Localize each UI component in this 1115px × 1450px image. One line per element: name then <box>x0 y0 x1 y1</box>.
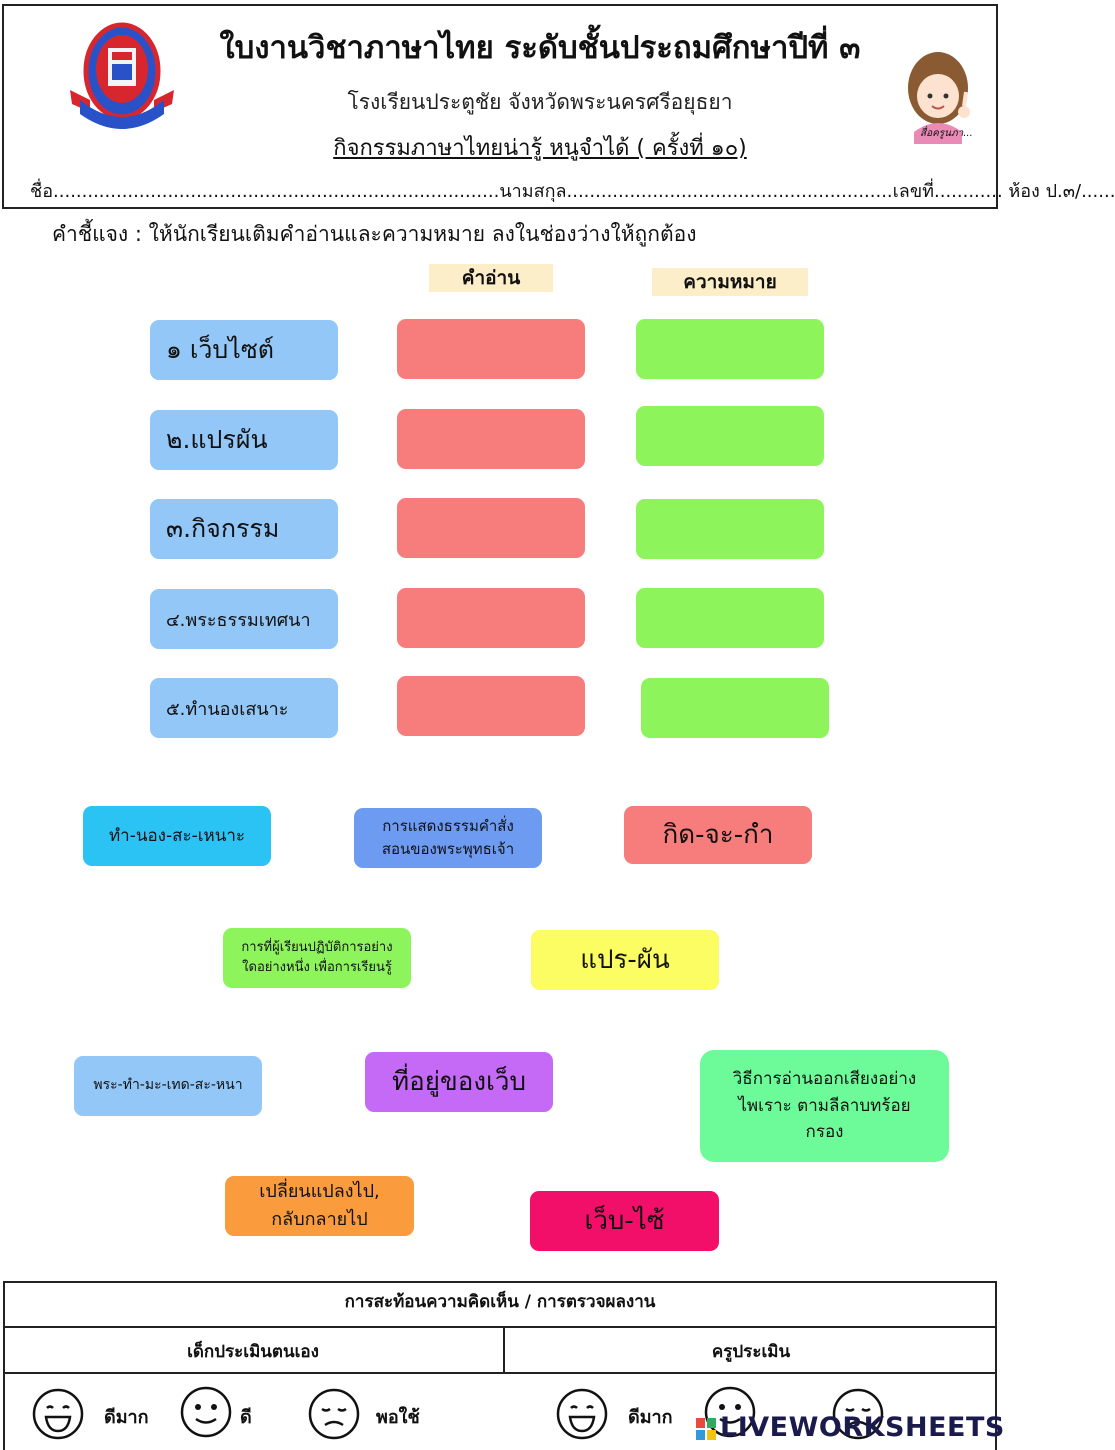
column-header-meaning: ความหมาย <box>652 268 808 296</box>
word-5: ๕.ทำนองเสนาะ <box>150 678 338 738</box>
reading-slot-5[interactable] <box>397 676 585 736</box>
teacher-assessment-label: ครูประเมิน <box>711 1342 791 1362</box>
reading-slot-3[interactable] <box>397 498 585 558</box>
answer-card-kit-ja-kam[interactable]: กิด-จะ-กำ <box>624 806 812 864</box>
instruction-text: คำชี้แจง : ให้นักเรียนเติมคำอ่านและความหมาย ลงในช่องว่างให้ถูกต้อง <box>52 222 697 246</box>
reading-slot-1[interactable] <box>397 319 585 379</box>
school-logo <box>66 16 178 130</box>
neutral-sad-face-icon[interactable] <box>308 1388 360 1440</box>
mascot-caption: สื่อครูนภา... <box>920 128 973 139</box>
rating-label-very-good: ดีมาก <box>628 1407 673 1428</box>
meaning-slot-5[interactable] <box>641 678 829 738</box>
rating-label-fair: พอใช้ <box>376 1407 420 1428</box>
answer-card-recitation-meaning[interactable]: วิธีการอ่านออกเสียงอย่างไพเราะ ตามลีลาบทร้อยกรอง <box>700 1050 949 1162</box>
laughing-face-icon[interactable] <box>556 1388 608 1440</box>
header-divider <box>2 207 998 209</box>
self-assessment-label: เด็กประเมินตนเอง <box>187 1342 319 1362</box>
smile-face-icon[interactable] <box>180 1386 232 1438</box>
reading-slot-4[interactable] <box>397 588 585 648</box>
answer-card-activity-meaning[interactable]: การที่ผู้เรียนปฏิบัติการอย่างใดอย่างหนึ่ง เพื่อการเรียนรู้ <box>223 928 411 988</box>
word-3: ๓.กิจกรรม <box>150 499 338 559</box>
answer-card-tham-nong-sa-noh[interactable]: ทำ-นอง-สะ-เหนาะ <box>83 806 271 866</box>
school-name: โรงเรียนประตูชัย จังหวัดพระนครศรีอยุธยา <box>347 90 733 114</box>
answer-card-web-sai[interactable]: เว็บ-ไซ้ <box>530 1191 719 1251</box>
answer-card-website-meaning[interactable]: ที่อยู่ของเว็บ <box>365 1052 553 1112</box>
word-4: ๔.พระธรรมเทศนา <box>150 589 338 649</box>
activity-title-text: กิจกรรมภาษาไทยน่ารู้ หนูจำได้ ( ครั้งที่ ๑๐) <box>333 136 747 161</box>
activity-title <box>200 130 880 165</box>
watermark-liveworksheets: LIVEWORKSHEETS <box>720 1412 1005 1443</box>
footer-divider-bottom <box>3 1372 997 1374</box>
rating-label-very-good: ดีมาก <box>104 1407 149 1428</box>
meaning-slot-4[interactable] <box>636 588 824 648</box>
answer-card-phra-tham-ma-thet-sa-na[interactable]: พระ-ทำ-มะ-เทด-สะ-หนา <box>74 1056 262 1116</box>
laughing-face-icon[interactable] <box>32 1388 84 1440</box>
meaning-slot-1[interactable] <box>636 319 824 379</box>
meaning-slot-2[interactable] <box>636 406 824 466</box>
column-header-reading: คำอ่าน <box>429 264 553 292</box>
answer-card-prae-phan[interactable]: แปร-ผัน <box>531 930 719 990</box>
meaning-slot-3[interactable] <box>636 499 824 559</box>
student-name-line: ชื่อ..............................................................................นามสกุล.........................................................เลขที่............ ห้อง ป.๓/...... <box>30 181 1115 202</box>
word-2: ๒.แปรผัน <box>150 410 338 470</box>
word-1: ๑ เว็บไซต์ <box>150 320 338 380</box>
liveworksheets-logo-icon <box>696 1418 716 1440</box>
reading-slot-2[interactable] <box>397 409 585 469</box>
footer-title: การสะท้อนความคิดเห็น / การตรวจผลงาน <box>344 1292 656 1312</box>
rating-label-good: ดี <box>240 1407 252 1428</box>
answer-card-dharma-sermon-meaning[interactable]: การแสดงธรรมคำสั่งสอนของพระพุทธเจ้า <box>354 808 542 868</box>
footer-divider-top <box>3 1326 997 1328</box>
answer-card-change-meaning[interactable]: เปลี่ยนแปลงไป, กลับกลายไป <box>225 1176 414 1236</box>
page-title: ใบงานวิชาภาษาไทย ระดับชั้นประถมศึกษาปีที่ ๓ <box>219 30 861 66</box>
